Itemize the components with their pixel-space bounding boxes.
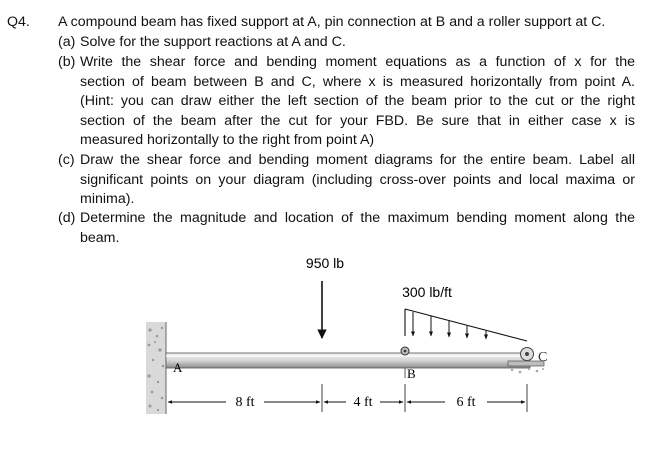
part-b-line: section of beam between B and C, where x is measured horizontally from point A. bbox=[80, 73, 635, 90]
part-b-line: measured horizontally to the right from point A) bbox=[80, 132, 375, 148]
part-b-line: (Hint: you can draw either the left section of the beam prior to the cut or the right bbox=[80, 93, 635, 109]
part-b-line: Write the shear force and bending moment equations as a function of x for the bbox=[80, 54, 635, 70]
part-b-line: section of the beam after the cut for your FBD. Be sure that in either case x is bbox=[80, 112, 635, 129]
question-number: Q4. bbox=[7, 14, 30, 30]
part-b-label: (b) bbox=[58, 54, 76, 70]
part-a-label: (a) bbox=[58, 34, 76, 50]
label-a: A bbox=[173, 360, 183, 375]
label-b: B bbox=[407, 366, 416, 381]
dimension-2-label: 4 ft bbox=[353, 395, 373, 410]
part-d-line: Determine the magnitude and location of the maximum bending moment along the bbox=[80, 210, 635, 226]
part-d-line: beam. bbox=[80, 229, 120, 246]
beam bbox=[166, 353, 530, 368]
point-load-label: 950 lb bbox=[305, 255, 345, 271]
distributed-load bbox=[405, 309, 527, 341]
dimension-1-label: 8 ft bbox=[235, 395, 255, 410]
dimension-3-label: 6 ft bbox=[456, 395, 476, 410]
label-c: C bbox=[538, 350, 548, 365]
part-c-line: significant points on your diagram (including cross-over points and local maxima or bbox=[80, 171, 635, 188]
distributed-load-label: 300 lb/ft bbox=[402, 284, 452, 300]
part-c-line: minima). bbox=[80, 191, 135, 207]
part-d-label: (d) bbox=[58, 210, 76, 226]
fixed-wall bbox=[146, 322, 166, 414]
part-c-label: (c) bbox=[58, 152, 75, 168]
question-intro: A compound beam has fixed support at A, pin connection at B and a roller support at C. bbox=[58, 14, 606, 30]
part-c-line: Draw the shear force and bending moment diagrams for the entire beam. Label all bbox=[80, 152, 635, 168]
part-a-line: Solve for the support reactions at A and C. bbox=[80, 34, 346, 50]
